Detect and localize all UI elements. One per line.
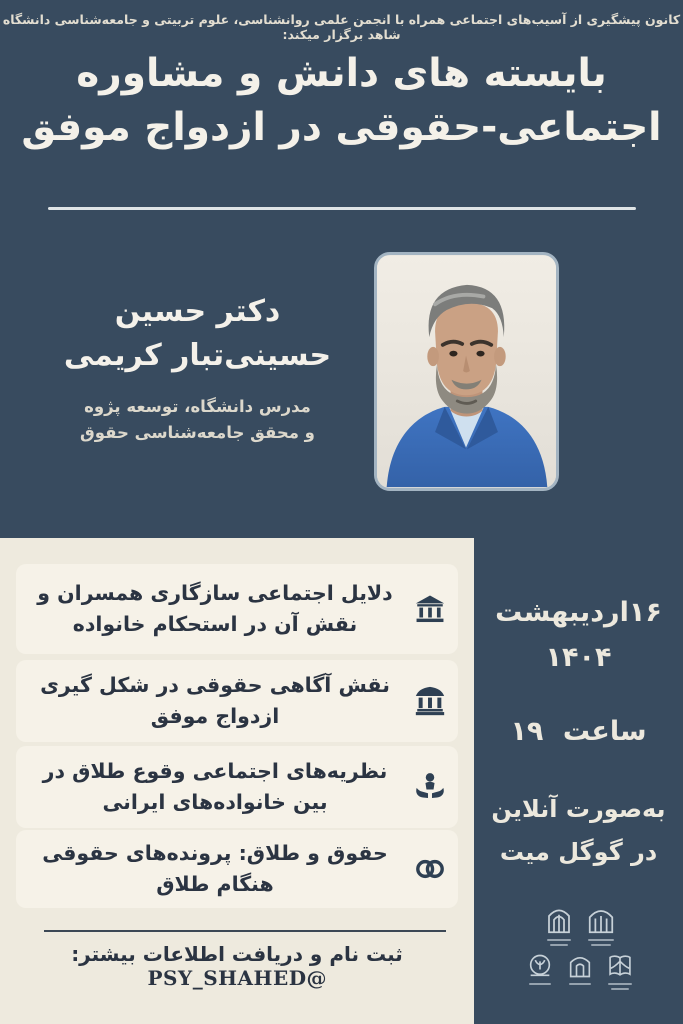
logos-row xyxy=(500,952,660,990)
schedule-time: ساعت ۱۹ xyxy=(510,716,647,747)
rings-icon xyxy=(412,852,448,886)
schedule-date-year: ۱۴۰۴ xyxy=(545,642,612,673)
book-emblem-icon xyxy=(606,952,634,990)
logos-row xyxy=(500,906,660,946)
registration-label: ثبت نام و دریافت اطلاعات بیشتر: xyxy=(71,942,403,966)
speaker-role xyxy=(30,394,365,446)
speaker-name-line2: حسینی‌تبار کریمی xyxy=(63,338,332,373)
schedule-date xyxy=(474,590,683,680)
speaker-info xyxy=(30,290,365,446)
topic-item xyxy=(16,564,458,654)
association-emblem-icon xyxy=(526,952,554,985)
logos-cluster xyxy=(500,906,660,990)
center-emblem-icon xyxy=(566,952,594,985)
speaker-role-line2: و محقق جامعه‌شناسی حقوق xyxy=(80,423,315,442)
topic-text: نقش آگاهی حقوقی در شکل گیری ازدواج موفق xyxy=(40,673,390,728)
event-title-line1: بایسته های دانش و مشاوره xyxy=(76,51,607,96)
speaker-role-line1: مدرس دانشگاه، توسعه پژوه xyxy=(84,397,311,416)
speaker-name xyxy=(30,290,365,378)
event-title-line2: اجتماعی-حقوقی در ازدواج موفق xyxy=(21,105,662,150)
telegram-handle: @PSY_SHAHED xyxy=(147,966,327,990)
speaker-portrait xyxy=(377,255,556,488)
faculty-emblem-icon xyxy=(586,906,616,946)
university-emblem-icon xyxy=(544,906,574,946)
topic-text: حقوق و طلاق: پرونده‌های حقوقی هنگام طلاق xyxy=(42,841,388,896)
speaker-name-line1: دکتر حسین xyxy=(114,294,281,329)
schedule-date-day: ۱۶اردیبهشت xyxy=(495,597,662,628)
topic-item xyxy=(16,746,458,828)
topic-item xyxy=(16,830,458,908)
topic-text: دلایل اجتماعی سازگاری همسران و نقش آن در استحکام خانواده xyxy=(37,581,393,636)
speaker-photo xyxy=(374,252,559,491)
event-title xyxy=(0,46,683,154)
care-icon xyxy=(412,770,448,804)
topic-text: نظریه‌های اجتماعی وقوع طلاق در بین خانواده‌های ایرانی xyxy=(42,759,388,814)
schedule-format-line2: در گوگل میت xyxy=(499,838,658,866)
registration-divider xyxy=(44,930,446,932)
organizer-line: کانون پیشگیری از آسیب‌های اجتماعی همراه با انجمن علمی روانشناسی، علوم تربیتی و جامعه‌شناسی دانشگاه شاهد برگزار میکند: xyxy=(2,12,681,42)
topics-card xyxy=(0,538,474,1024)
title-divider xyxy=(48,207,636,210)
registration-line xyxy=(0,942,474,990)
schedule-format-line1: به‌صورت آنلاین xyxy=(491,795,666,823)
museum-icon xyxy=(412,684,448,718)
bank-icon xyxy=(412,592,448,626)
topic-item xyxy=(16,660,458,742)
schedule-format xyxy=(474,788,683,874)
